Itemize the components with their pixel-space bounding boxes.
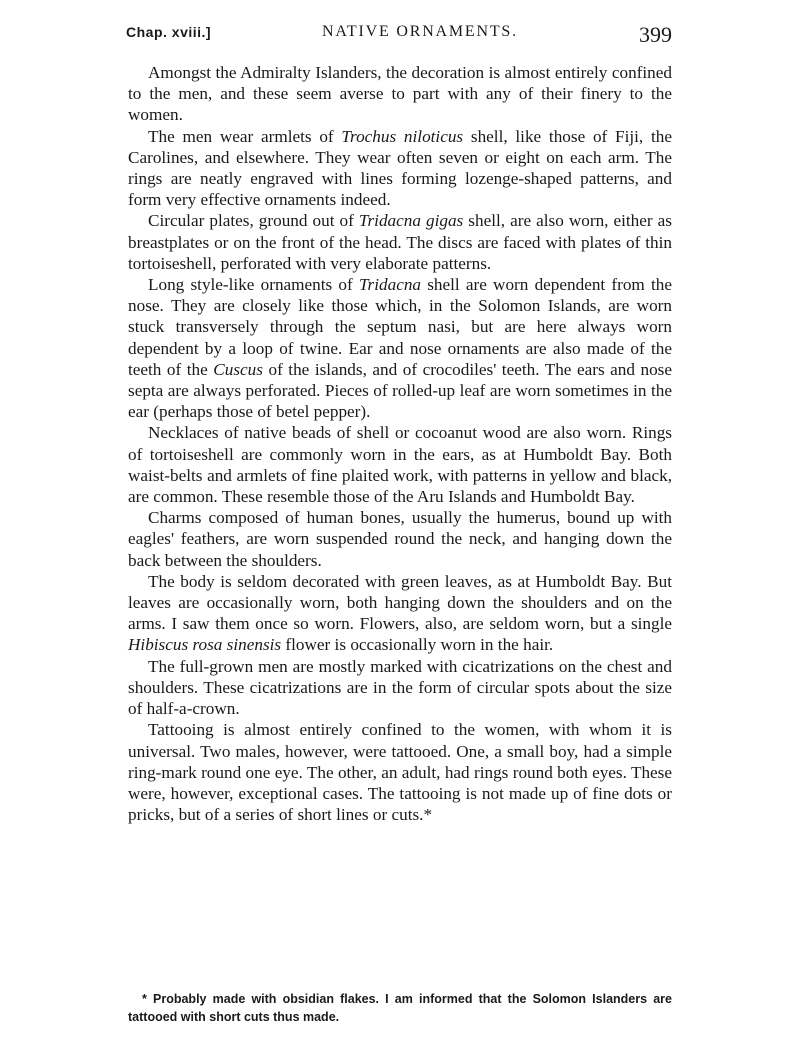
paragraph: Charms composed of human bones, usually the humerus, bound up with eagles' feathers, are worn suspended round the neck, and hanging down the back between the shoulders. <box>128 508 672 570</box>
paragraph: The men wear armlets of Trochus niloticus shell, like those of Fiji, the Carolines, and elsewhere. They wear often seven or eight on each arm. The rings are neatly engraved with lines forming lozenge-shaped patterns, and form very effective ornaments indeed. <box>128 126 672 210</box>
genus-name: Cuscus <box>213 359 263 379</box>
chapter-label: Chap. xviii.] <box>126 24 212 40</box>
species-name: Hibiscus rosa sinensis <box>128 635 282 655</box>
body-text <box>128 62 672 825</box>
paragraph: Amongst the Admiralty Islanders, the decoration is almost entirely confined to the men, and these seem averse to part with any of their finery to the women. <box>128 63 672 125</box>
paragraph: Long style-like ornaments of Tridacna shell are worn dependent from the nose. They are closely like those which, in the Solomon Islands, are worn stuck transversely through the septum nasi, but are here always worn dependent by a loop of twine. Ear and nose ornaments are also made of the teeth of the Cuscus of the islands, and of crocodiles' teeth. The ears and nose septa are always perforated. Pieces of rolled-up leaf are worn sometimes in the ear (perhaps those of betel pepper). <box>128 275 672 422</box>
genus-name: Tridacna <box>358 275 422 295</box>
paragraph: The full-grown men are mostly marked with cicatrizations on the chest and shoulders. These cicatrizations are in the form of circular spots about the size of half-a-crown. <box>128 656 672 719</box>
footnote: * Probably made with obsidian flakes. I am informed that the Solomon Islanders are tattooed with short cuts thus made. <box>128 992 672 1024</box>
running-title: NATIVE ORNAMENTS. <box>322 23 518 40</box>
species-name: Tridacna gigas <box>358 211 464 231</box>
paragraph: Necklaces of native beads of shell or cocoanut wood are also worn. Rings of tortoiseshell are commonly worn in the ears, as at Humboldt Bay. Both waist-belts and armlets of fine plaited work, with patterns in yellow and black, are common. These resemble those of the Aru Islands and Humboldt Bay. <box>128 423 672 507</box>
paragraph: Tattooing is almost entirely confined to the women, with whom it is universal. Two males, however, were tattooed. One, a small boy, had a simple ring-mark round one eye. The other, an adult, had rings round both eyes. These were, however, exceptional cases. The tattooing is not made up of fine dots or pricks, but of a series of short lines or cuts.* <box>128 720 672 825</box>
paragraph: Circular plates, ground out of Tridacna gigas shell, are also worn, either as breastplates or on the front of the head. The discs are faced with plates of thin tortoiseshell, perforated with very elaborate patterns. <box>128 211 672 273</box>
paragraph: The body is seldom decorated with green leaves, as at Humboldt Bay. But leaves are occasionally worn, both hanging down the shoulders and on the arms. I saw them once so worn. Flowers, also, are seldom worn, but a single Hibiscus rosa sinensis flower is occasionally worn in the hair. <box>128 571 672 655</box>
page-header <box>126 20 674 54</box>
page-number: 399 <box>639 22 672 47</box>
species-name: Trochus niloticus <box>341 126 464 146</box>
